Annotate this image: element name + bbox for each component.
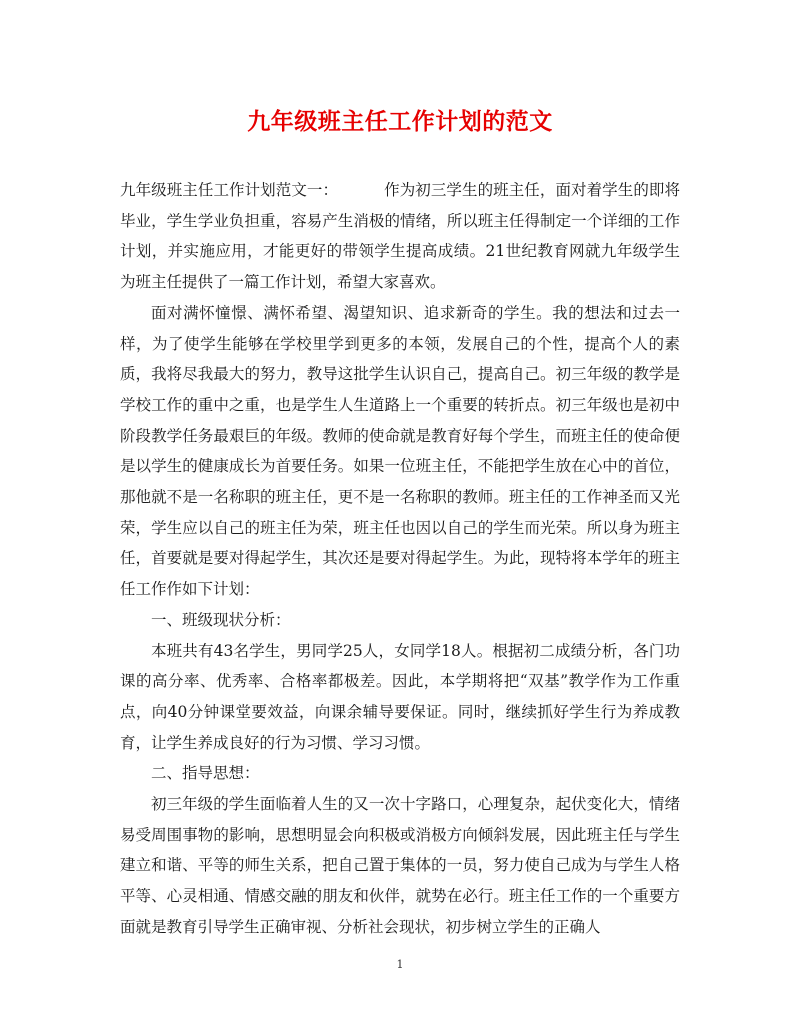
document-body xyxy=(120,175,680,943)
intro-paragraph xyxy=(120,175,680,298)
page-title: 九年级班主任工作计划的范文 xyxy=(247,108,553,135)
intro-text: 作为初三学生的班主任，面对着学生的即将毕业，学生学业负担重，容易产生消极的情绪，所以班主任得制定一个详细的工作计划，并实施应用，才能更好的带领学生提高成绩。21世纪教育网就九年级学生为班主任提供了一篇工作计划，希望大家喜欢。 xyxy=(120,181,680,292)
body-paragraph-2: 本班共有43名学生，男同学25人，女同学18人。根据初二成绩分析，各门功课的高分率、优秀率、合格率都极差。因此，本学期将把“双基”教学作为工作重点，向40分钟课堂要效益，向课余辅导要保证。同时，继续抓好学生行为养成教育，让学生养成良好的行为习惯、学习习惯。 xyxy=(120,641,680,752)
body-paragraph-3: 初三年级的学生面临着人生的又一次十字路口，心理复杂，起伏变化大，情绪易受周围事物的影响，思想明显会向积极或消极方向倾斜发展，因此班主任与学生建立和谐、平等的师生关系，把自己置于集体的一员，努力使自己成为与学生人格平等、心灵相通、情感交融的朋友和伙伴，就势在必行。班主任工作的一个重要方面就是教育引导学生正确审视、分析社会现状，初步树立学生的正确人 xyxy=(120,795,680,936)
page-number: 1 xyxy=(396,958,404,971)
intro-label: 九年级班主任工作计划范文一： xyxy=(120,181,339,199)
section-heading-class-status: 一、班级现状分析： xyxy=(151,610,291,629)
body-paragraph-1: 面对满怀憧憬、满怀希望、渴望知识、追求新奇的学生。我的想法和过去一样，为了使学生能够在学校里学到更多的本领，发展自己的个性，提高个人的素质，我将尽我最大的努力，教导这批学生认识自己，提高自己。初三年级的教学是学校工作的重中之重，也是学生人生道路上一个重要的转折点。初三年级也是初中阶段教学任务最艰巨的年级。教师的使命就是教育好每个学生，而班主任的使命便是以学生的健康成长为首要任务。如果一位班主任，不能把学生放在心中的首位，那他就不是一名称职的班主任，更不是一名称职的教师。班主任的工作神圣而又光荣，学生应以自己的班主任为荣，班主任也因以自己的学生而光荣。所以身为班主任，首要就是要对得起学生，其次还是要对得起学生。为此，现特将本学年的班主任工作作如下计划： xyxy=(120,303,680,599)
section-heading-guiding-ideas: 二、指导思想： xyxy=(151,764,260,783)
